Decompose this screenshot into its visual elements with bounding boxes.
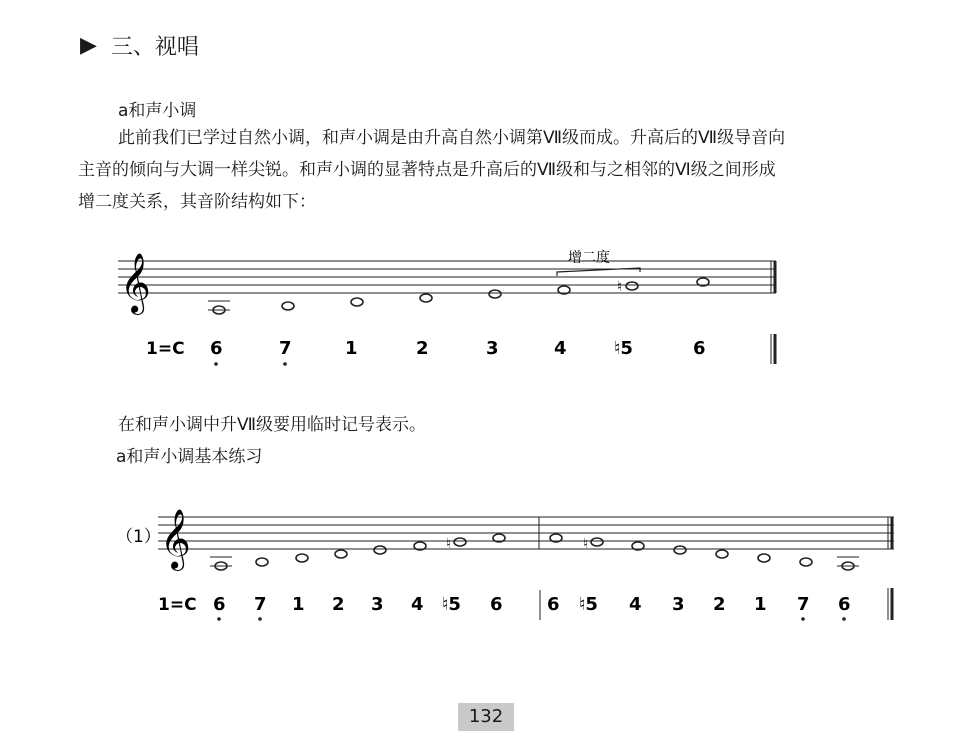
low-octave-dot [258,617,262,621]
jianpu-note: ♮5 [579,594,598,615]
exercise-key-label: 1=C [158,595,197,615]
intro-heading: a和声小调 [118,101,197,121]
jianpu-note: 6 [490,594,503,615]
jianpu-note: 2 [713,594,726,615]
low-octave-dot [842,617,846,621]
jianpu-note: 3 [371,594,384,615]
intro-line-1: 此前我们已学过自然小调，和声小调是由升高自然小调第Ⅶ级而成。升高后的Ⅶ级导音向 [118,128,786,148]
exercise-jianpu-end-barline [888,588,892,620]
treble-clef-icon: 𝄞 [160,509,191,569]
augmented-second-label: 增二度 [568,250,610,266]
scale-note-2 [282,302,294,310]
section-title-text: 三、视唱 [110,35,199,60]
low-octave-dot [214,362,218,366]
exercise-heading: a和声小调基本练习 [116,447,263,467]
exercise-notes [210,534,859,570]
treble-clef-icon: 𝄞 [120,253,151,313]
scale-key-label: 1=C [146,339,185,359]
jianpu-note: 4 [554,338,567,359]
scale-notes [208,278,709,314]
jianpu-note: 6 [838,594,851,615]
jianpu-note: ♮5 [614,338,633,359]
exercise-jianpu-m1 [213,594,503,615]
jianpu-note: 4 [411,594,424,615]
jianpu-note: 2 [416,338,429,359]
scale-note-3 [351,298,363,306]
page-number: 132 [458,703,514,731]
low-octave-dot [283,362,287,366]
jianpu-note: 7 [279,338,292,359]
jianpu-note: 3 [486,338,499,359]
natural-sign-icon: ♮ [446,536,452,552]
jianpu-note: 2 [332,594,345,615]
jianpu-note: 3 [672,594,685,615]
natural-sign-icon: ♮ [583,536,589,552]
jianpu-note: 4 [629,594,642,615]
scale-jianpu [210,338,706,359]
scale-note-5 [489,290,501,298]
jianpu-note: 1 [345,338,358,359]
intro-line-3: 增二度关系，其音阶结构如下： [78,192,316,212]
natural-sign-icon: ♮ [617,279,623,295]
exercise-staff [158,517,894,549]
jianpu-note: 6 [693,338,706,359]
jianpu-note: 6 [547,594,560,615]
intro-line-2: 主音的倾向与大调一样尖锐。和声小调的显著特点是升高后的Ⅶ级和与之相邻的Ⅵ级之间形成 [78,160,776,180]
jianpu-note: 7 [797,594,810,615]
scale-staff [118,261,776,293]
scale-note-7 [626,282,638,290]
jianpu-note: ♮5 [442,594,461,615]
exercise-number: （1） [116,527,161,547]
play-triangle-icon: ▶ [80,33,97,58]
low-octave-dot [801,617,805,621]
low-octave-dot [217,617,221,621]
note-text: 在和声小调中升Ⅶ级要用临时记号表示。 [118,415,427,435]
jianpu-note: 6 [213,594,226,615]
jianpu-note: 6 [210,338,223,359]
jianpu-note: 1 [754,594,767,615]
jianpu-note: 1 [292,594,305,615]
scale-jianpu-end-barline [771,334,775,364]
scale-note-4 [420,294,432,302]
jianpu-note: 7 [254,594,267,615]
exercise-jianpu-m2 [547,594,851,615]
